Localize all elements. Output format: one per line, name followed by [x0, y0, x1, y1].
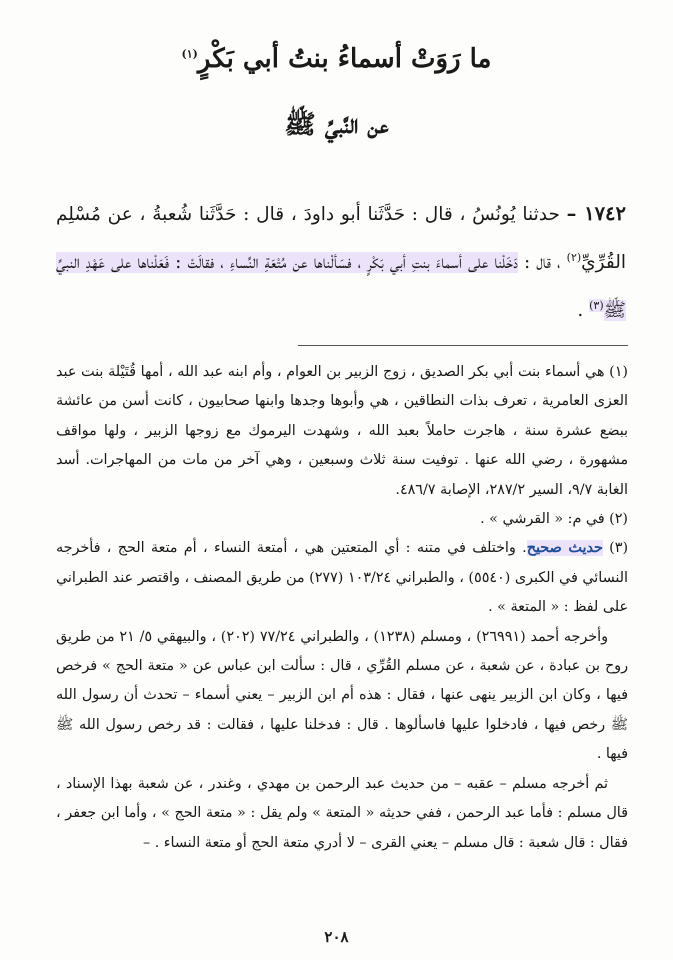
chapter-title-text: ما رَوَتْ أسماءُ بنتُ أبي بَكْرٍ	[197, 44, 492, 74]
chapter-subtitle: عن النَّبيِّ ﷺ	[284, 110, 389, 140]
page-number: ٢٠٨	[324, 928, 349, 946]
footnote-mark-1: (١)	[181, 47, 198, 61]
footnote-3-text: . واختلف في متنه : أي المتعتين هي ، أمتعة النساء ، أم متعة الحج ، فأخرجه النسائي في الكبرى (٥٥٤٠) ، والطبراني ١٠٣/٢٤ (٢٧٧) من طريق المصنف ، واقتصر عند الطبراني على لفظ : « المتعة » .	[56, 540, 629, 616]
footnote-3-number: (٣)	[609, 540, 629, 557]
footnote-mark-2: (٢)	[566, 251, 582, 264]
footnote-2: (٢) في م: « القرشي » .	[480, 511, 628, 528]
chapter-title	[0, 44, 673, 74]
footnote-3-paragraph-2: وأخرجه أحمد (٢٦٩٩١) ، ومسلم (١٢٣٨) ، والطبراني ٧٧/٢٤ (٢٠٢) ، والبيهقي ٥/ ٢١ من طريق روح بن عبادة ، عن شعبة ، عن مسلم القُرِّي ، قال : سألت ابن عباس عن « متعة الحج » فرخص فيها ، وكان ابن الزبير ينهى عنها ، فقال : هذه أم ابن الزبير – يعني أسماء – تحدث أن رسول الله ﷺ رخص فيها ، فادخلوا عليها فاسألوها . قال : فدخلنا عليها ، فقالت : قد رخص رسول الله ﷺ فيها .	[56, 628, 628, 763]
footnote-mark-3: (٣)	[589, 299, 604, 313]
footnotes	[56, 358, 628, 858]
hadith-chain-end: ، قال :	[523, 252, 561, 274]
footnote-3	[56, 534, 628, 622]
hadith-number: ١٧٤٢ –	[566, 202, 626, 225]
hadith-text	[56, 192, 626, 332]
footnote-divider	[298, 345, 628, 346]
hadith-chain: حدثنا يُونُسُ ، قال : حَدَّثَنا أبو داودَ ، قال : حَدَّثَنا شُعبةُ ، عن مُسْلِم القُرِّيِّ	[56, 204, 626, 274]
hadith-end: .	[577, 300, 584, 322]
footnote-1: (١) هي أسماء بنت أبي بكر الصديق ، زوج الزبير بن العوام ، وأم ابنه عبد الله ، أمها قُتَيْلة بنت عبد العزى العامرية ، تعرف بذات النطاقين ، هي وأبوها وجدها وابنها صحابيون ، كانت أسن من عائشة ببضع عشرة سنة ، هاجرت حاملاً بعبد الله ، وشهدت اليرموك مع زوجها الزبير ، ولها مواقف مشهورة ، رضي الله عنها . توفيت سنة ثلاث وسبعين ، وهي آخر من مات من المهاجرات. أسد الغابة ٩/٧، السير ٢٨٧/٢، الإصابة ٤٨٦/٧.	[56, 364, 628, 498]
highlighted-matn: دَخَلْنا على أسماءَ بنتِ أبي بَكْرٍ ، فسَألْناها عن مُتْعَةِ النِّساءِ ، فقالَتْ : فَعَلْناها على عَهْدِ النبيِّ ﷺ	[56, 252, 626, 322]
footnote-3-paragraph-3: ثم أخرجه مسلم – عقبه – من حديث عبد الرحمن بن مهدي ، وغندر ، عن شعبة بهذا الإسناد ، قال مسلم : فأما عبد الرحمن ، ففي حديثه « المتعة » ولم يقل : « متعة الحج » ، وأما ابن جعفر ، فقال : قال شعبة : قال مسلم – يعني القرى – لا أدري متعة الحج أو متعة النساء . –	[56, 775, 628, 851]
grading-highlight: حديث صحيح	[526, 540, 603, 557]
